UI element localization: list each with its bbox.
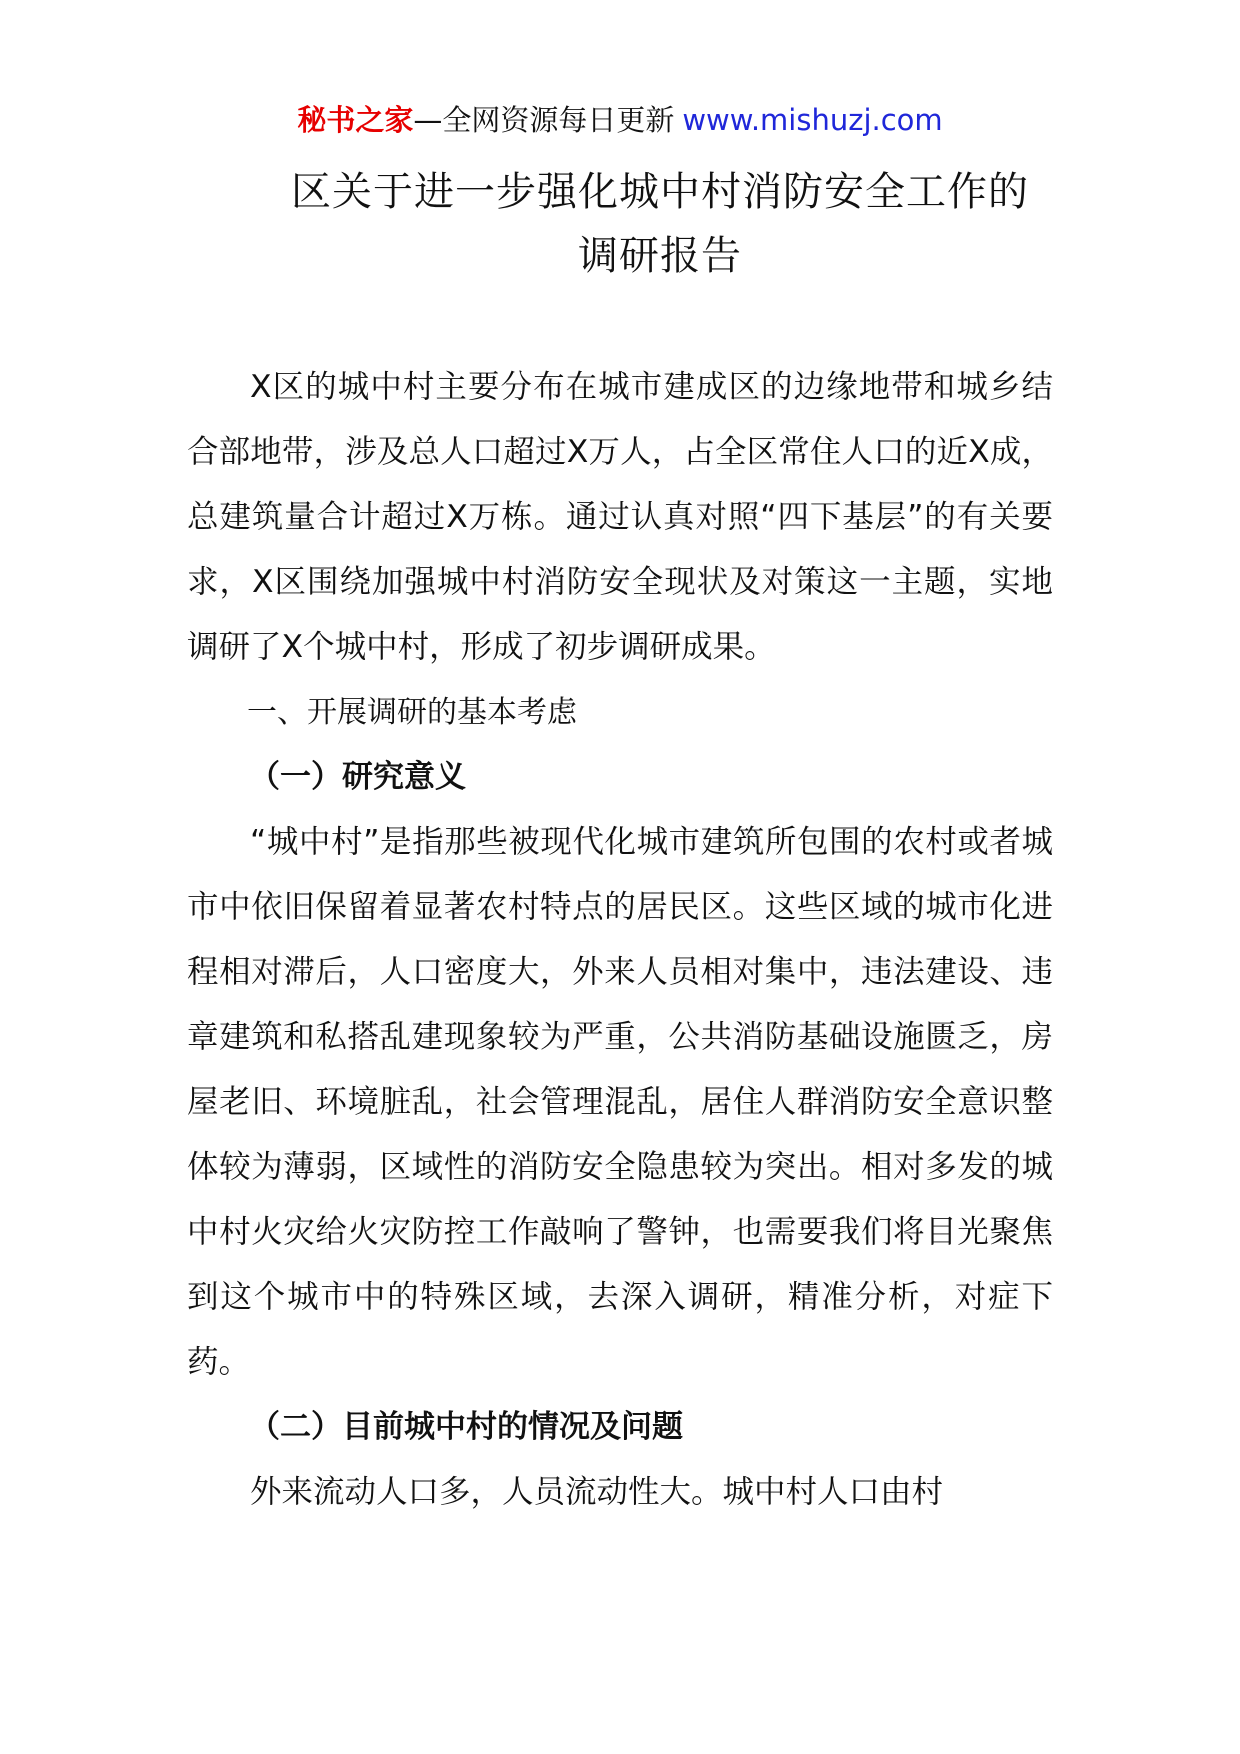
document-body — [187, 355, 1053, 1525]
subsection-2-paragraph: 外来流动人口多，人员流动性大。城中村人口由村 — [250, 1474, 944, 1510]
document-title — [240, 160, 1080, 288]
site-banner — [0, 100, 1240, 140]
site-url-link[interactable]: www.mishuzj.com — [682, 103, 943, 137]
subsection-2-heading: （二）目前城中村的情况及问题 — [249, 1409, 683, 1445]
subsection-1-paragraph: “城中村”是指那些被现代化城市建筑所包围的农村或者城市中依旧保留着显著农村特点的居民区。这些区域的城市化进程相对滞后，人口密度大，外来人员相对集中，违法建设、违章建筑和私搭乱建现象较为严重，公共消防基础设施匮乏，房屋老旧、环境脏乱，社会管理混乱，居住人群消防安全意识整体较为薄弱，区域性的消防安全隐患较为突出。相对多发的城中村火灾给火灾防控工作敲响了警钟，也需要我们将目光聚焦到这个城市中的特殊区域，去深入调研，精准分析，对症下药。 — [187, 824, 1053, 1380]
brand-name: 秘书之家 — [297, 103, 414, 137]
intro-paragraph: X区的城中村主要分布在城市建成区的边缘地带和城乡结合部地带，涉及总人口超过X万人，占全区常住人口的近X成，总建筑量合计超过X万栋。通过认真对照“四下基层”的有关要求，X区围绕加强城中村消防安全现状及对策这一主题，实地调研了X个城中村，形成了初步调研成果。 — [187, 369, 1053, 665]
section-1-heading: 一、开展调研的基本考虑 — [247, 695, 577, 730]
subsection-1-heading: （一）研究意义 — [249, 759, 466, 795]
banner-slogan: —全网资源每日更新 — [413, 103, 675, 137]
title-line-1: 区关于进一步强化城中村消防安全工作的 — [291, 169, 1029, 215]
title-line-2: 调研报告 — [578, 233, 742, 279]
